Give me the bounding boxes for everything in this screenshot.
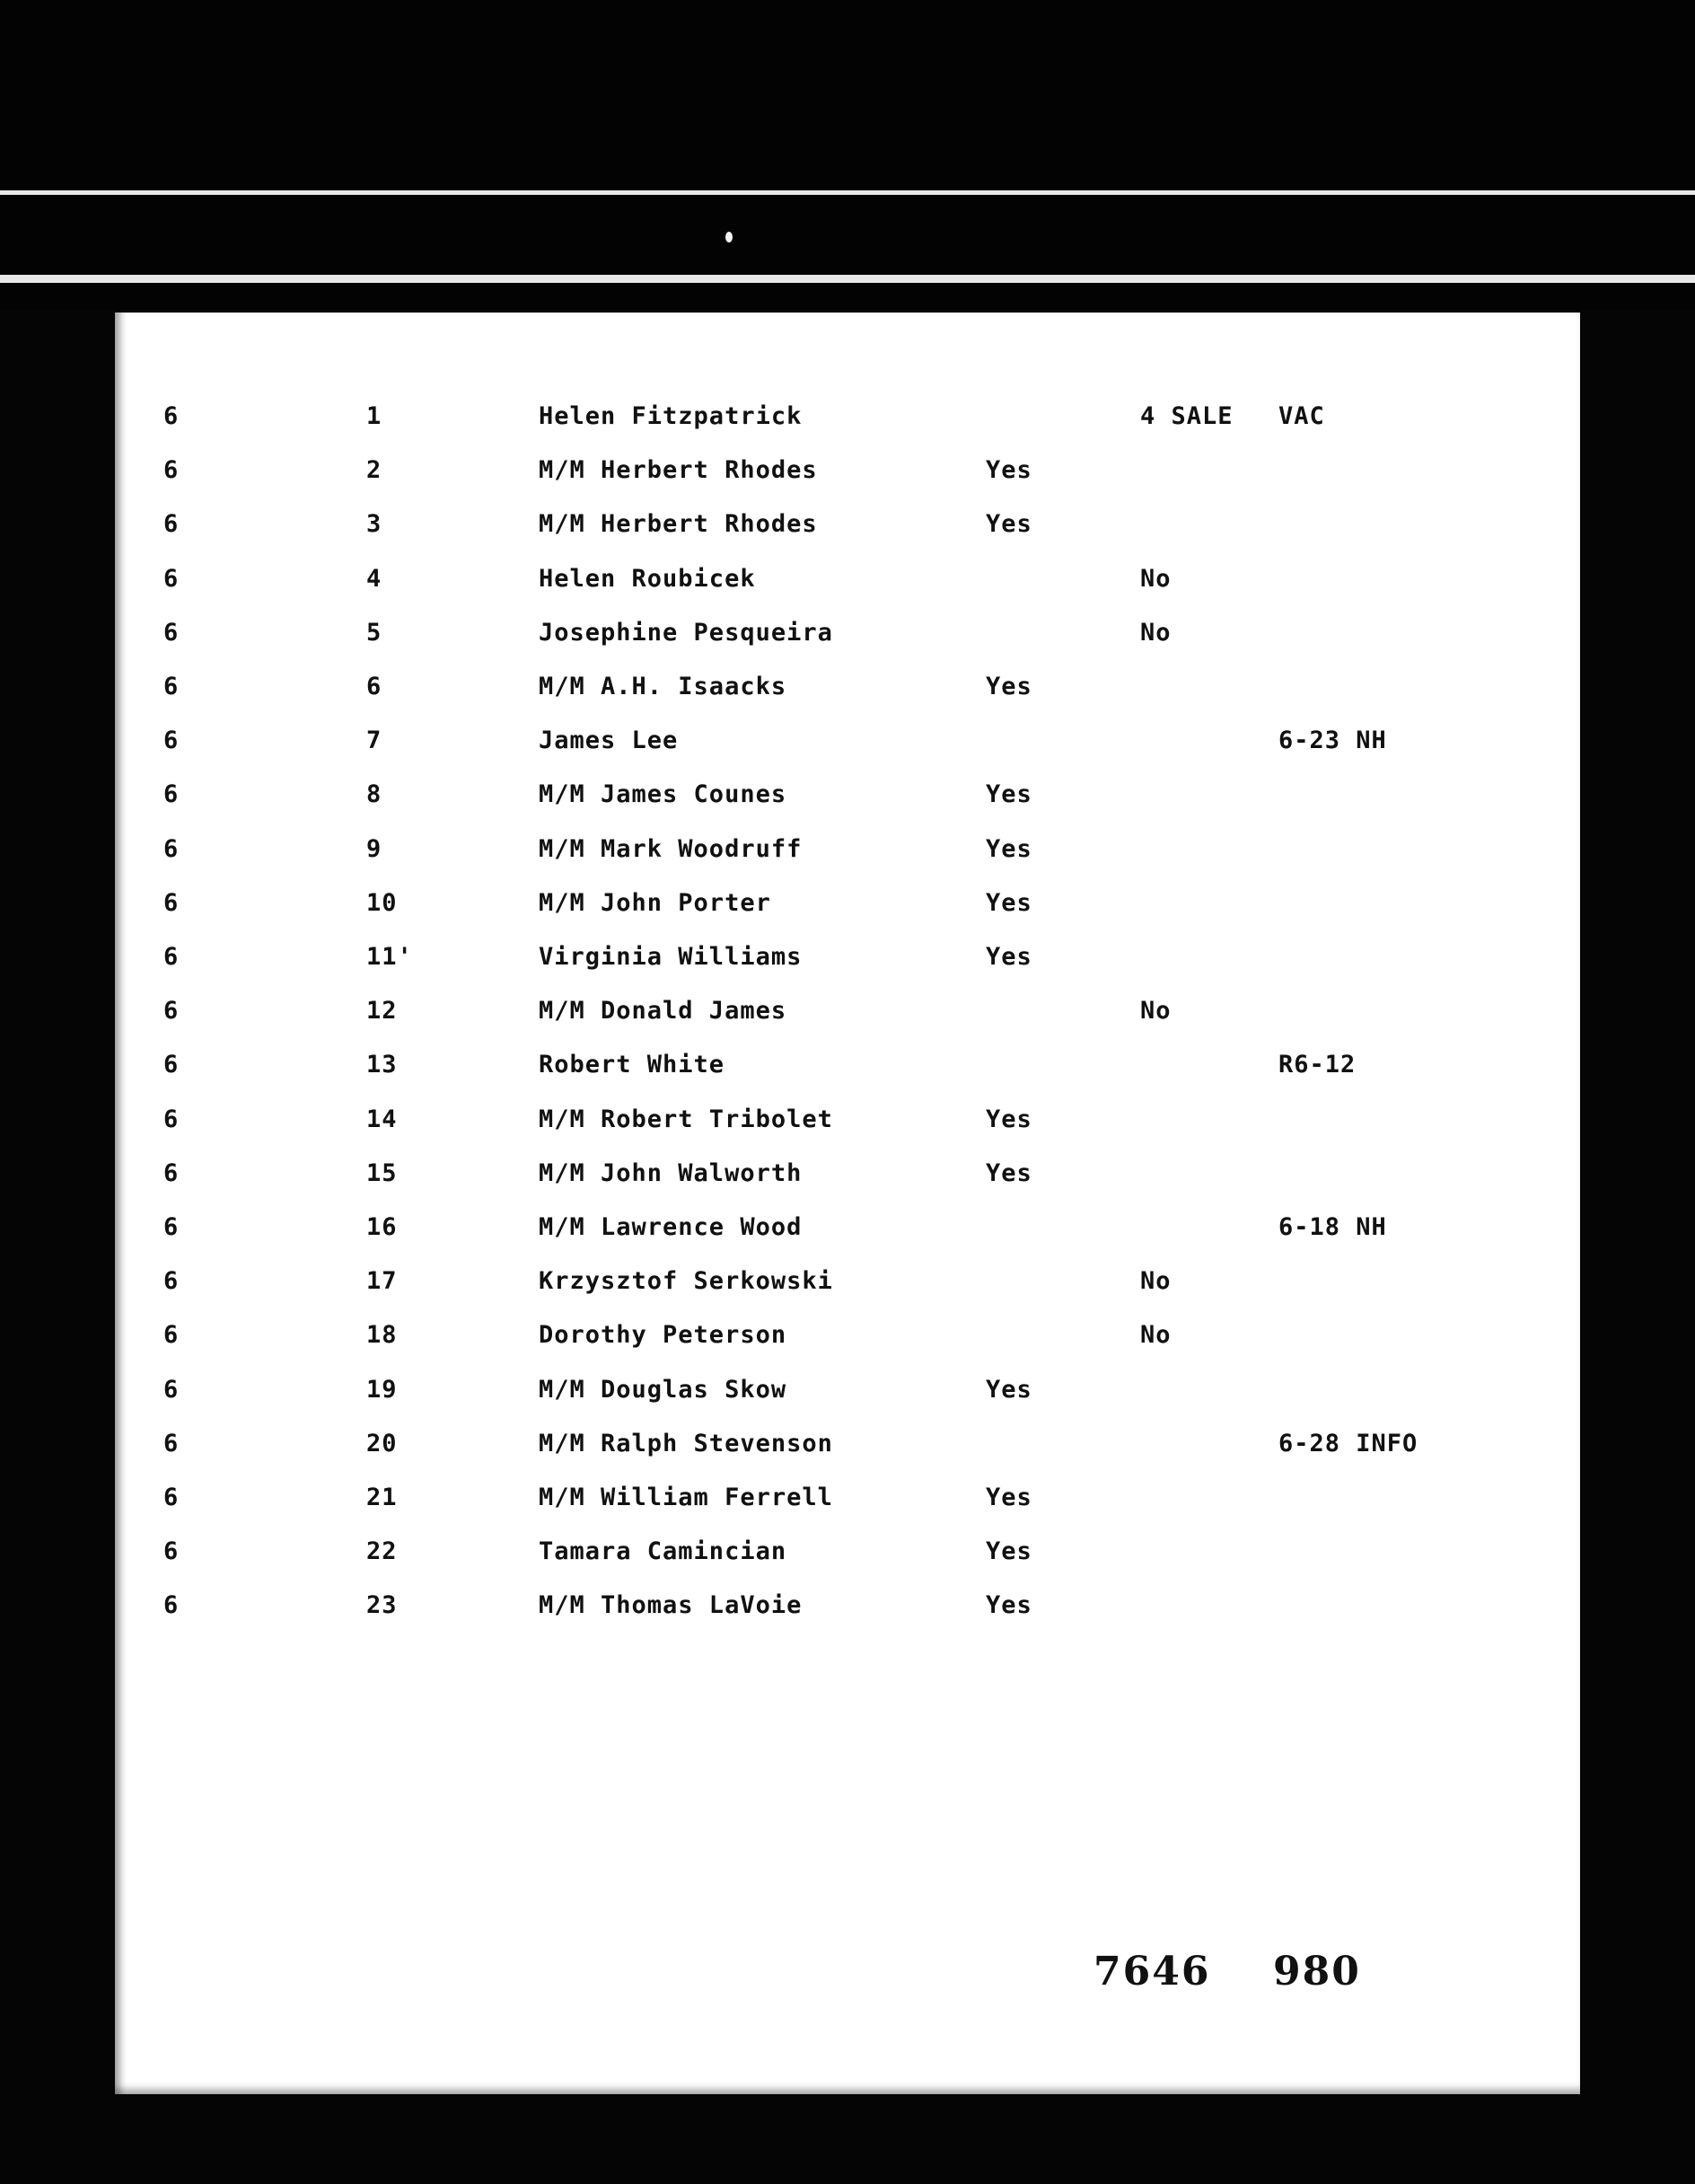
section-number: 6 — [163, 780, 180, 809]
note: VAC — [1278, 402, 1325, 430]
note: 6-18 NH — [1278, 1213, 1387, 1241]
record-row — [115, 1105, 1580, 1156]
record-row — [115, 1430, 1580, 1480]
response-yes: Yes — [986, 1484, 1032, 1511]
section-number: 6 — [163, 1158, 180, 1187]
footer-number-right: 980 — [1273, 1949, 1361, 1995]
scan-dot — [725, 232, 733, 242]
lot-number: 3 — [366, 510, 382, 539]
footer-number-left: 7646 — [1093, 1949, 1211, 1995]
note: R6-12 — [1278, 1051, 1357, 1079]
response-yes: Yes — [986, 456, 1032, 485]
record-row — [115, 727, 1580, 777]
record-row — [115, 889, 1580, 939]
record-row — [115, 943, 1580, 993]
owner-name: Dorothy Peterson — [539, 1321, 787, 1350]
lot-number: 7 — [366, 727, 382, 755]
owner-name: James Lee — [539, 727, 679, 755]
lot-number: 4 — [366, 564, 382, 593]
record-row — [115, 673, 1580, 723]
lot-number: 22 — [366, 1537, 398, 1566]
record-row — [115, 1591, 1580, 1642]
lot-number: 16 — [366, 1213, 398, 1241]
response-yes: Yes — [986, 943, 1032, 971]
section-number: 6 — [163, 1105, 180, 1133]
lot-number: 10 — [366, 888, 398, 917]
response-yes: Yes — [986, 1375, 1032, 1404]
record-row — [115, 1213, 1580, 1264]
section-number: 6 — [163, 997, 180, 1026]
lot-number: 14 — [366, 1105, 398, 1133]
note: 6-23 NH — [1278, 727, 1387, 755]
scan-rule-line — [0, 275, 1695, 283]
owner-name: Helen Roubicek — [539, 564, 756, 593]
section-number: 6 — [163, 1591, 180, 1620]
lot-number: 8 — [366, 780, 382, 809]
owner-name: Tamara Camincian — [539, 1537, 787, 1566]
section-number: 6 — [163, 1213, 180, 1241]
owner-name: M/M Thomas LaVoie — [539, 1591, 803, 1620]
section-number: 6 — [163, 943, 180, 971]
record-row — [115, 1537, 1580, 1588]
response-yes: Yes — [986, 834, 1032, 863]
owner-name: M/M Lawrence Wood — [539, 1213, 803, 1241]
response-yes: Yes — [986, 1158, 1032, 1187]
lot-number: 6 — [366, 673, 382, 700]
section-number: 6 — [163, 727, 180, 755]
section-number: 6 — [163, 564, 180, 593]
record-row — [115, 510, 1580, 560]
owner-name: Robert White — [539, 1051, 725, 1079]
owner-name: M/M John Walworth — [539, 1158, 803, 1187]
section-number: 6 — [163, 1484, 180, 1511]
response-no: 4 SALE — [1140, 402, 1234, 430]
record-row — [115, 1051, 1580, 1101]
section-number: 6 — [163, 888, 180, 917]
record-row — [115, 997, 1580, 1047]
note: 6-28 INFO — [1278, 1429, 1418, 1457]
lot-number: 9 — [366, 834, 382, 863]
record-row — [115, 565, 1580, 615]
section-number: 6 — [163, 1267, 180, 1296]
section-number: 6 — [163, 834, 180, 863]
lot-number: 2 — [366, 456, 382, 485]
lot-number: 11' — [366, 943, 413, 971]
response-yes: Yes — [986, 510, 1032, 539]
record-row — [115, 1321, 1580, 1371]
record-row — [115, 780, 1580, 831]
owner-name: M/M A.H. Isaacks — [539, 673, 787, 700]
lot-number: 20 — [366, 1429, 398, 1457]
owner-name: M/M Robert Tribolet — [539, 1105, 833, 1133]
record-row — [115, 1376, 1580, 1426]
record-row — [115, 1159, 1580, 1210]
lot-number: 5 — [366, 618, 382, 647]
response-no: No — [1140, 1267, 1172, 1296]
section-number: 6 — [163, 1321, 180, 1350]
response-no: No — [1140, 618, 1172, 647]
owner-name: M/M Donald James — [539, 997, 787, 1026]
response-yes: Yes — [986, 888, 1032, 917]
lot-number: 1 — [366, 402, 382, 430]
owner-name: M/M Douglas Skow — [539, 1375, 787, 1404]
owner-name: M/M Mark Woodruff — [539, 834, 803, 863]
section-number: 6 — [163, 510, 180, 539]
owner-name: M/M James Counes — [539, 780, 787, 809]
record-row — [115, 619, 1580, 669]
lot-number: 19 — [366, 1375, 398, 1404]
response-yes: Yes — [986, 1591, 1032, 1620]
lot-number: 23 — [366, 1591, 398, 1620]
lot-number: 15 — [366, 1158, 398, 1187]
owner-name: Virginia Williams — [539, 943, 803, 971]
section-number: 6 — [163, 402, 180, 430]
section-number: 6 — [163, 618, 180, 647]
lot-number: 13 — [366, 1051, 398, 1079]
lot-number: 12 — [366, 997, 398, 1026]
response-no: No — [1140, 997, 1172, 1026]
response-yes: Yes — [986, 780, 1032, 809]
section-number: 6 — [163, 673, 180, 700]
section-number: 6 — [163, 1375, 180, 1404]
lot-number: 21 — [366, 1484, 398, 1511]
owner-name: M/M John Porter — [539, 888, 771, 917]
response-no: No — [1140, 1321, 1172, 1350]
owner-name: M/M Herbert Rhodes — [539, 456, 818, 485]
owner-name: Krzysztof Serkowski — [539, 1267, 833, 1296]
response-yes: Yes — [986, 1105, 1032, 1133]
scan-border-top — [0, 0, 1695, 310]
lot-number: 17 — [366, 1267, 398, 1296]
record-row — [115, 1267, 1580, 1317]
record-row — [115, 835, 1580, 885]
owner-name: Josephine Pesqueira — [539, 618, 833, 647]
record-row — [115, 402, 1580, 453]
section-number: 6 — [163, 1051, 180, 1079]
owner-name: M/M Herbert Rhodes — [539, 510, 818, 539]
section-number: 6 — [163, 1429, 180, 1457]
section-number: 6 — [163, 1537, 180, 1566]
document-page — [115, 313, 1580, 2094]
lot-number: 18 — [366, 1321, 398, 1350]
response-yes: Yes — [986, 673, 1032, 700]
response-yes: Yes — [986, 1537, 1032, 1566]
record-row — [115, 456, 1580, 506]
record-row — [115, 1484, 1580, 1534]
section-number: 6 — [163, 456, 180, 485]
owner-name: M/M William Ferrell — [539, 1484, 833, 1511]
response-no: No — [1140, 564, 1172, 593]
owner-name: Helen Fitzpatrick — [539, 402, 803, 430]
scan-rule-line — [0, 190, 1695, 195]
owner-name: M/M Ralph Stevenson — [539, 1429, 833, 1457]
